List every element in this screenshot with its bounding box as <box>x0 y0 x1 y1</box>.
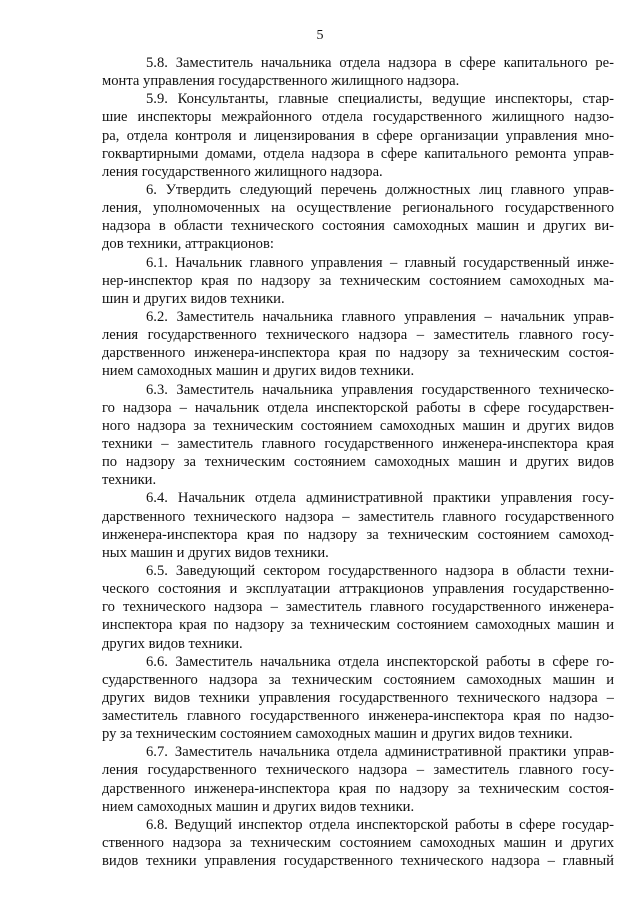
paragraph-6-8 <box>102 816 614 870</box>
text-line: 6.2. Заместитель начальника главного управления – начальник управ- <box>146 308 614 325</box>
paragraph-5-9 <box>102 90 614 181</box>
text-line: ления государственного жилищного надзора. <box>102 163 383 180</box>
text-line: 6.7. Заместитель начальника отдела административной практики управ- <box>146 744 614 761</box>
text-line: ческого состояния и эксплуатации аттракционов управления государственно- <box>102 581 614 598</box>
text-line: ления, уполномоченных на осуществление регионального государственного <box>102 200 614 217</box>
text-line: ственного надзора за техническим состоянием самоходных машин и других <box>102 835 614 852</box>
text-line: 6.3. Заместитель начальника управления государственного техническо- <box>146 381 614 398</box>
text-line: сударственного надзора за техническим состоянием самоходных машин и <box>102 671 614 688</box>
text-line: ра, отдела контроля и лицензирования в сфере организации управления мно- <box>102 127 614 144</box>
text-line: 6.5. Заведующий сектором государственного надзора в области техни- <box>146 562 614 579</box>
page-number: 5 <box>316 28 324 43</box>
paragraph-6-1 <box>102 254 614 308</box>
text-line: нием самоходных машин и других видов техники. <box>102 363 415 380</box>
text-line: монта управления государственного жилищного надзора. <box>102 73 460 90</box>
document-body <box>102 54 614 870</box>
text-line: техники. <box>102 472 157 489</box>
text-line: 5.9. Консультанты, главные специалисты, ведущие инспекторы, стар- <box>146 91 614 108</box>
text-line: 6.6. Заместитель начальника отдела инспекторской работы в сфере го- <box>146 653 614 670</box>
text-line: дарственного технического надзора – заместитель главного государственного <box>102 508 614 525</box>
text-line: 6.4. Начальник отдела административной практики управления госу- <box>146 490 614 507</box>
text-line: дарственного инженера-инспектора края по надзору за техническим состоя- <box>102 780 614 797</box>
paragraph-6-2 <box>102 308 614 381</box>
paragraph-6-3 <box>102 381 614 490</box>
paragraph-6-7 <box>102 743 614 816</box>
text-line: 6.8. Ведущий инспектор отдела инспекторской работы в сфере государ- <box>146 816 614 833</box>
text-line: нер-инспектор края по надзору за техническим состоянием самоходных ма- <box>102 272 614 289</box>
text-line: видов техники управления государственного технического надзора – главный <box>102 853 614 870</box>
text-line: по надзору за техническим состоянием самоходных машин и других видов <box>102 454 614 471</box>
text-line: 6.1. Начальник главного управления – главный государственный инже- <box>146 254 614 271</box>
text-line: инспектора края по надзору за техническим состоянием самоходных машин и <box>102 617 614 634</box>
text-line: ного надзора за техническим состоянием самоходных машин и других видов <box>102 417 614 434</box>
text-line: дов техники, аттракционов: <box>102 236 274 253</box>
text-line: шие инспекторы межрайонного отдела государственного жилищного надзо- <box>102 109 614 126</box>
paragraph-6-6 <box>102 653 614 744</box>
text-line: гоквартирными домами, отдела надзора в сфере капитального ремонта управ- <box>102 145 614 162</box>
text-line: других видов техники управления государственного технического надзора – <box>102 689 614 706</box>
text-line: нием самоходных машин и других видов техники. <box>102 798 415 815</box>
text-line: го надзора – начальник отдела инспекторской работы в сфере государствен- <box>102 399 614 416</box>
text-line: инженера-инспектора края по надзору за техническим состоянием самоход- <box>102 526 614 543</box>
paragraph-6-5 <box>102 562 614 653</box>
text-line: ру за техническим состоянием самоходных машин и других видов техники. <box>102 726 573 743</box>
text-line: 5.8. Заместитель начальника отдела надзора в сфере капитального ре- <box>146 55 614 71</box>
text-line: дарственного инженера-инспектора края по надзору за техническим состоя- <box>102 345 614 362</box>
text-line: 6. Утвердить следующий перечень должностных лиц главного управ- <box>146 181 614 198</box>
text-line: ных машин и других видов техники. <box>102 544 329 561</box>
text-line: других видов техники. <box>102 635 243 652</box>
paragraph-6-4 <box>102 489 614 562</box>
paragraph-5-8 <box>102 54 614 90</box>
text-line: шин и других видов техники. <box>102 290 285 307</box>
text-line: заместитель главного государственного инженера-инспектора края по надзо- <box>102 708 614 725</box>
paragraph-6 <box>102 181 614 254</box>
text-line: техники – заместитель главного государственного инженера-инспектора края <box>102 435 614 452</box>
text-line: ления государственного технического надзора – заместитель главного госу- <box>102 762 614 779</box>
text-line: го технического надзора – заместитель главного государственного инженера- <box>102 599 614 616</box>
text-line: надзора в области технического состояния самоходных машин и других ви- <box>102 218 614 235</box>
text-line: ления государственного технического надзора – заместитель главного госу- <box>102 327 614 344</box>
